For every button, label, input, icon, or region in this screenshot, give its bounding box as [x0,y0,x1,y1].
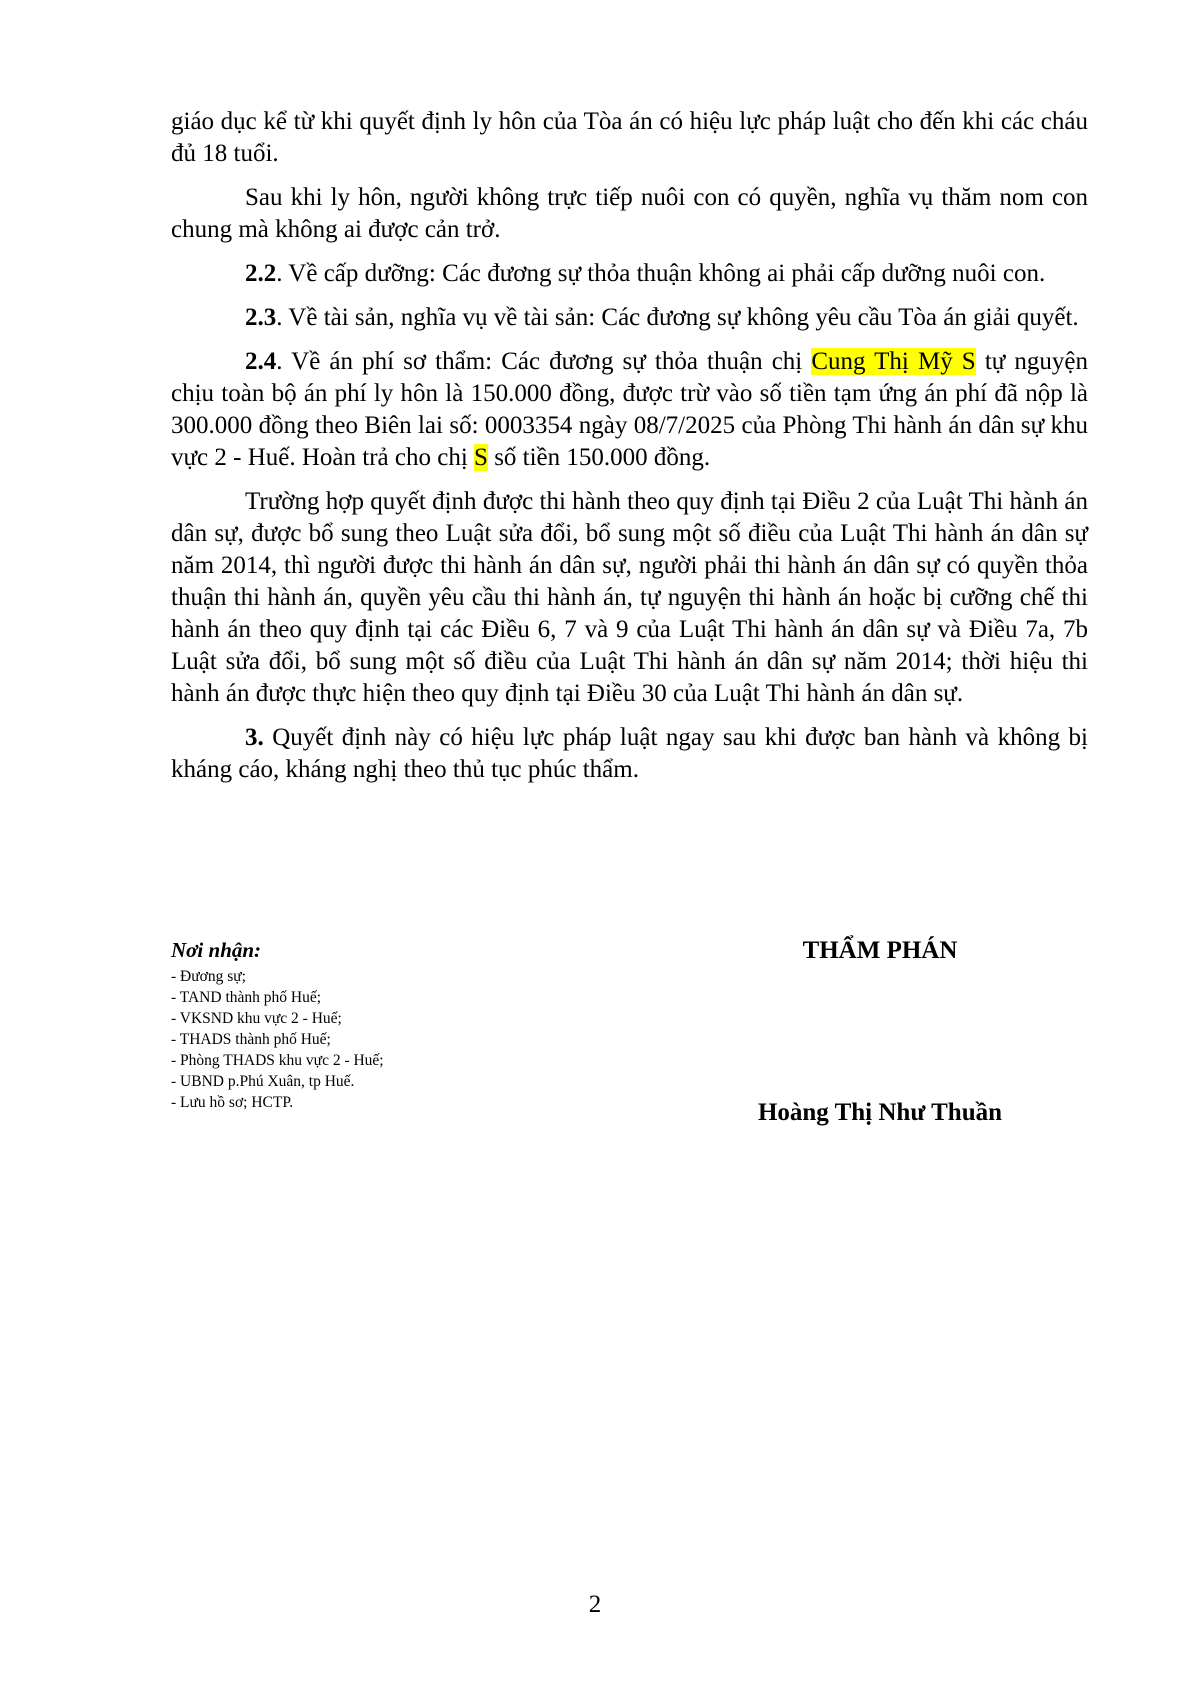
highlighted-party-name: Cung Thị Mỹ S [811,348,976,375]
paragraph-text: số tiền 150.000 đồng. [487,444,711,471]
paragraph-text: . Về cấp dưỡng: Các đương sự thỏa thuận không ai phải cấp dưỡng nuôi con. [276,260,1046,287]
paragraph-text: Quyết định này có hiệu lực pháp luật ngay sau khi được ban hành và không bị kháng cáo, kháng nghị theo thủ tục phúc thẩm. [171,724,1088,783]
paragraph-text: tự nguyện chịu toàn bộ án phí ly hôn là 150.000 đồng, được trừ vào số tiền tạm ứng án phí đã nộp là 300.000 đồng theo Biên lai số: 0003354 ngày 08/7/2025 của Phòng Thi hành án dân sự khu vực 2 - Huế. Hoàn trả cho chị [171,348,1089,471]
section-number: 3. [245,724,264,751]
recipient-item: - UBND p.Phú Xuân, tp Huế. [171,1073,355,1090]
recipient-item: - VKSND khu vực 2 - Huế; [171,1010,342,1027]
recipient-item: - THADS thành phố Huế; [171,1031,331,1048]
signer-name: Hoàng Thị Như Thuần [757,1099,1003,1126]
recipient-item: - Lưu hồ sơ; HCTP. [171,1094,294,1111]
recipient-item: - Đương sự; [171,968,246,985]
paragraph-text: . Về án phí sơ thẩm: Các đương sự thỏa thuận chị [276,348,812,375]
paragraph-text: Sau khi ly hôn, người không trực tiếp nuôi con có quyền, nghĩa vụ thăm nom con chung mà không ai được cản trở. [171,184,1088,243]
paragraph-child-custody-end [171,106,1088,170]
paragraph-property [171,302,1088,334]
paragraph-text: Trường hợp quyết định được thi hành theo quy định tại Điều 2 của Luật Thi hành án dân sự, được bổ sung theo Luật sửa đổi, bổ sung một số điều của Luật Thi hành án dân sự năm 2014, thì người được thi hành án dân sự, người phải thi hành án dân sự có quyền thỏa thuận thi hành án, quyền yêu cầu thi hành án, tự nguyện thi hành án hoặc bị cưỡng chế thi hành án theo quy định tại các Điều 6, 7 và 9 của Luật Thi hành án dân sự và Điều 7a, 7b Luật sửa đổi, bổ sung một số điều của Luật Thi hành án dân sự năm 2014; thời hiệu thi hành án được thực hiện theo quy định tại Điều 30 của Luật Thi hành án dân sự. [171,488,1088,707]
paragraph-court-fee [171,346,1088,474]
paragraph-enforcement [171,486,1088,710]
signer-title: THẨM PHÁN [802,937,958,964]
recipient-item: - Phòng THADS khu vực 2 - Huế; [171,1052,384,1069]
recipients-block [171,938,611,1113]
section-number: 2.4 [245,348,277,375]
recipients-title: Nơi nhận: [171,938,262,962]
paragraph-visitation-rights [171,182,1088,246]
recipient-item: - TAND thành phố Huế; [171,989,322,1006]
section-number: 2.3 [245,304,277,331]
section-number: 2.2 [245,260,277,287]
paragraph-child-support [171,258,1088,290]
highlighted-party-initial: S [474,444,488,471]
paragraph-text: . Về tài sản, nghĩa vụ về tài sản: Các đương sự không yêu cầu Tòa án giải quyết. [276,304,1079,331]
paragraph-text: giáo dục kể từ khi quyết định ly hôn của Tòa án có hiệu lực pháp luật cho đến khi các cháu đủ 18 tuổi. [171,108,1088,167]
paragraph-effectiveness [171,722,1088,786]
page-number: 2 [588,1591,602,1618]
recipients-list [171,966,611,1113]
document-body [171,106,1088,798]
